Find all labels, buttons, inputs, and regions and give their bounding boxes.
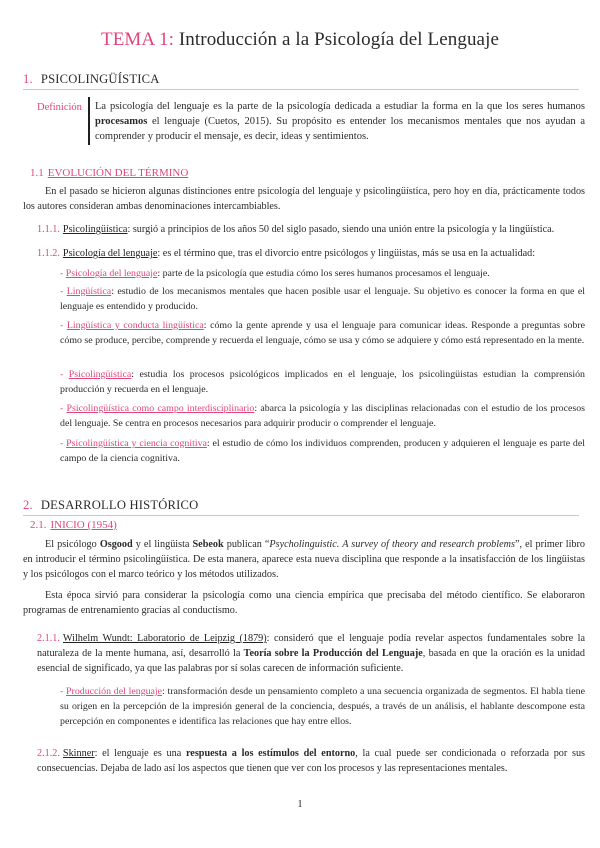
s21-item-2 xyxy=(37,746,585,776)
s11-bullet-3-text: : cómo la gente aprende y usa el lenguaje para comunicar ideas. Responde a preguntas sobre cómo se produce, percibe, comprende y recuerda el lenguaje, cómo se usa y cómo se adquiere y cómo está representado en la mente. xyxy=(60,320,586,346)
s11-bullet-5-text: : abarca la psicología y las disciplinas relacionadas con el estudio de los procesos del lenguaje. Se centra en procesos necesarios para adquirir producir o comprender el lenguaje. xyxy=(60,403,585,429)
s21-item-2-bold: respuesta a los estímulos del entorno xyxy=(185,748,356,759)
section-2-title: DESARROLLO HISTÓRICO xyxy=(40,498,199,512)
page-number: 1 xyxy=(297,799,303,810)
s11-bullet-4 xyxy=(60,367,585,397)
s21-item-1 xyxy=(37,631,585,676)
s21-p1-c: y el lingüista xyxy=(132,539,193,550)
s21-item-2-b: , la cual puede ser condicionada o reforzada por sus consecuencias. Dejaba de lado así los aspectos que tienen que ver con los procesos y las representaciones mentales. xyxy=(37,748,586,774)
s11-bullet-2-text: : estudio de los mecanismos mentales que hacen posible usar el lenguaje. Su objetivo es conocer la forma en que el lenguaje es entendido y producido. xyxy=(60,286,586,312)
s11-item-2-number: 1.1.2. xyxy=(37,248,60,259)
s11-bullet-6 xyxy=(60,436,585,466)
s11-item-1-text: : surgió a principios de los años 50 del siglo pasado, siendo una unión entre la psicología y la lingüística. xyxy=(127,224,555,235)
s21-paragraph-1 xyxy=(23,537,585,582)
s21-item-2-label: Skinner xyxy=(62,748,95,759)
s11-bullet-2-label: Lingüística xyxy=(66,286,112,297)
definition-bold: procesamos xyxy=(95,116,148,127)
s21-item-2-a: : el lenguaje es una xyxy=(94,748,186,759)
s21-bullet-1 xyxy=(60,684,585,729)
s21-bullet-1-label: Producción del lenguaje xyxy=(66,686,163,697)
s21-p1-osgood: Osgood xyxy=(99,539,133,550)
subsection-1-1-number: 1.1 xyxy=(30,167,44,179)
s11-bullet-3 xyxy=(60,318,585,348)
s21-paragraph-2: Esta época sirvió para considerar la psicología como una ciencia empírica que precisaba del método científico. Se elaboraron programas de entrenamiento gracias al conductismo. xyxy=(23,590,585,616)
dash-icon: - xyxy=(60,286,64,297)
title-text: Introducción a la Psicología del Lenguaje xyxy=(178,29,499,50)
section-1-title: PSICOLINGÜÍSTICA xyxy=(40,72,160,86)
s11-bullet-3-label: Lingüística y conducta lingüística xyxy=(66,320,204,331)
s21-p1-e: ”, el primer libro en introducir el término psicolingüística. De esta manera, aparece esta nueva disciplina que responde a la insatisfacción de los lingüistas y los psicólogos con el marco teórico y los métodos utilizados. xyxy=(23,539,585,580)
s21-item-1-number: 2.1.1. xyxy=(37,633,60,644)
dash-icon: - xyxy=(60,686,64,697)
definition-text-a: La psicología del lenguaje es la parte de la psicología dedicada a estudiar la forma en la que los seres humanos xyxy=(95,101,585,112)
dash-icon: - xyxy=(60,438,64,449)
definition-text xyxy=(95,99,585,144)
s11-intro: En el pasado se hicieron algunas distinciones entre psicología del lenguaje y psicolingüística, pero hoy en día, prácticamente todos los autores consideran ambas denominaciones intercambiables. xyxy=(23,186,585,212)
s11-bullet-5 xyxy=(60,401,585,431)
section-2-heading xyxy=(23,498,198,513)
definition-label: Definición xyxy=(37,102,82,113)
subsection-2-1-number: 2.1. xyxy=(30,519,47,531)
s21-p1-sebeok: Sebeok xyxy=(192,539,224,550)
s11-item-2-label: Psicología del lenguaje xyxy=(62,248,158,259)
s11-bullet-1-label: Psicología del lenguaje xyxy=(65,268,158,279)
title-number: TEMA 1: xyxy=(100,29,174,50)
subsection-1-1-heading xyxy=(30,167,188,179)
s21-p1-d: publican “ xyxy=(223,539,270,550)
s11-item-2 xyxy=(37,246,585,261)
s21-p1-a: El psicólogo xyxy=(45,539,100,550)
s11-bullet-2 xyxy=(60,284,585,314)
s21-item-1-bold: Teoría sobre la Producción del Lenguaje xyxy=(243,648,423,659)
definition-text-b: el lenguaje (Cuetos, 2015). Su propósito es entender los mecanismos mentales que nos ayudan a comprender y producir el mensaje, es decir, ideas y sentimientos. xyxy=(95,116,585,142)
s21-bullet-1-text: : transformación desde un pensamiento completo a una secuencia organizada de segmentos. El habla tiene su origen en la percepción de la impresión general de la conciencia, después, a través de un análisis, el hablante descompone esta percepción en componentes e identifica las relaciones que hay entre ellos. xyxy=(60,686,585,727)
dash-icon: - xyxy=(60,268,64,279)
section-2-number: 2. xyxy=(23,498,33,512)
s21-item-1-label: Wilhelm Wundt: Laboratorio de Leipzig (1879) xyxy=(62,633,267,644)
s11-bullet-6-label: Psicolingüística y ciencia cognitiva xyxy=(66,438,207,449)
s11-bullet-4-label: Psicolingüística xyxy=(68,369,132,380)
definition-bar xyxy=(88,97,90,145)
s11-bullet-5-label: Psicolingüística como campo interdisciplinario xyxy=(66,403,255,414)
dash-icon: - xyxy=(60,320,64,331)
section-1-divider xyxy=(23,89,579,90)
s11-bullet-1-text: : parte de la psicología que estudia cómo los seres humanos procesamos el lenguaje. xyxy=(157,268,490,279)
s11-item-1 xyxy=(37,222,585,237)
section-1-heading xyxy=(23,72,160,87)
s11-bullet-1 xyxy=(60,266,585,281)
dash-icon: - xyxy=(60,369,64,380)
subsection-2-1-heading xyxy=(30,519,117,531)
s11-bullet-6-text: : el estudio de cómo los individuos comprenden, producen y adquieren el lenguaje es parte del campo de la ciencia cognitiva. xyxy=(60,438,585,464)
subsection-2-1-title: INICIO (1954) xyxy=(50,519,117,531)
s11-item-2-text: : es el término que, tras el divorcio entre psicólogos y lingüistas, más se usa en la actualidad: xyxy=(157,248,536,259)
section-2-divider xyxy=(23,515,579,516)
s11-item-1-number: 1.1.1. xyxy=(37,224,60,235)
s21-item-1-b: , basada en que la oración es la unidad esencial de significado, ya que las palabras por sí solas carecen de información suficiente. xyxy=(37,648,585,674)
section-1-number: 1. xyxy=(23,72,33,86)
s11-bullet-4-text: : estudia los procesos psicológicos implicados en el lenguaje, los psicolingüistas estudian la comprensión producción y recuerda en el lenguaje. xyxy=(60,369,585,395)
s21-item-2-number: 2.1.2. xyxy=(37,748,60,759)
s21-p1-book-title: Psycholinguistic. A survey of theory and research problems xyxy=(269,539,515,550)
s21-item-1-a: : consideró que el lenguaje podía revelar aspectos fundamentales sobre la naturaleza de la mente humana, así, desarrolló la xyxy=(37,633,585,659)
subsection-1-1-title: EVOLUCIÓN DEL TÉRMINO xyxy=(47,167,189,179)
s11-item-1-label: Psicolingüística xyxy=(62,224,128,235)
dash-icon: - xyxy=(60,403,64,414)
page-title xyxy=(0,29,600,51)
